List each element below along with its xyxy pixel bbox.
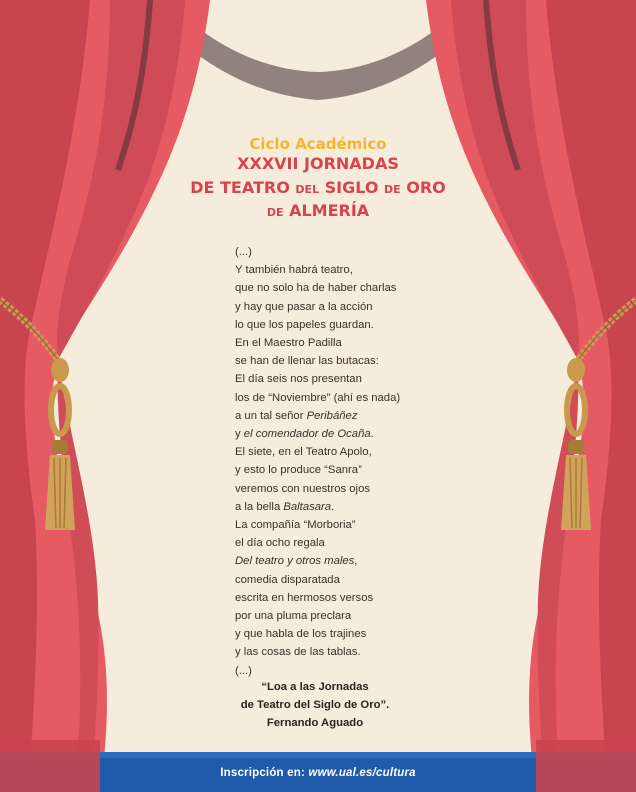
poem-italic: Baltasara (283, 500, 332, 513)
poem-line: y las cosas de las tablas. (235, 646, 361, 659)
poem-line: El siete, en el Teatro Apolo, (235, 446, 372, 459)
title-almeria-small: DE (266, 206, 284, 219)
poem-text: a un tal señor (235, 409, 307, 422)
subtitle-ciclo: Ciclo Académico (249, 135, 387, 153)
poem-line: La compañía “Morboria” (235, 519, 356, 532)
poem (235, 243, 475, 680)
poem-line: El día seis nos presentan (235, 373, 362, 386)
poem-line: y que habla de los trajines (235, 628, 367, 641)
footer-registration (0, 767, 636, 779)
title-teatro-small: DEL (295, 183, 320, 196)
poem-line (235, 407, 475, 425)
poem-italic: el comendador de Ocaña (243, 428, 371, 441)
signature-title-1: “Loa a las Jornadas (261, 681, 369, 693)
poem-line: Y también habrá teatro, (235, 264, 353, 277)
title-teatro-part: SIGLO (319, 178, 385, 197)
poem-line (235, 425, 475, 443)
poem-text: . (370, 428, 374, 441)
title-jornadas: XXXVII JORNADAS (237, 154, 399, 173)
footer-label: Inscripción en: (220, 767, 309, 779)
title-almeria (0, 203, 636, 219)
poem-line (235, 498, 475, 516)
poem-line: comedia disparatada (235, 573, 340, 586)
poem-italic: Peribáñez (306, 409, 358, 422)
poem-line (235, 552, 475, 570)
footer-url-link[interactable]: www.ual.es/cultura (308, 767, 416, 779)
poem-line: (...) (235, 246, 252, 258)
poem-line: y esto lo produce “Sanra” (235, 464, 362, 477)
poem-line: En el Maestro Padilla (235, 337, 342, 350)
title-teatro-small: DE (384, 183, 401, 196)
title-almeria-part: ALMERÍA (283, 201, 370, 220)
poem-line: escrita en hermosos versos (235, 591, 374, 604)
title-teatro-part: ORO (400, 178, 446, 197)
poem-text: . (331, 500, 335, 513)
title-teatro (0, 180, 636, 196)
signature-title-2: de Teatro del Siglo de Oro”. (240, 699, 390, 711)
poem-line: y hay que pasar a la acción (235, 300, 373, 313)
poem-text: , (354, 555, 358, 568)
poem-line: por una pluma preclara (235, 610, 352, 623)
poem-line: los de “Noviembre” (ahí es nada) (235, 391, 401, 404)
poem-text: y (235, 428, 244, 441)
title-teatro-part: DE TEATRO (190, 178, 296, 197)
poem-text: a la bella (235, 500, 284, 513)
poem-line: veremos con nuestros ojos (235, 482, 370, 495)
poem-line: que no solo ha de haber charlas (235, 282, 397, 295)
signature-author: Fernando Aguado (266, 717, 364, 729)
poem-line: (...) (235, 664, 252, 677)
poem-line: se han de llenar las butacas: (235, 355, 379, 368)
poem-italic: Del teatro y otros males (235, 555, 355, 568)
poem-line: el día ocho regala (235, 537, 325, 550)
poem-line: lo que los papeles guardan. (235, 318, 374, 331)
